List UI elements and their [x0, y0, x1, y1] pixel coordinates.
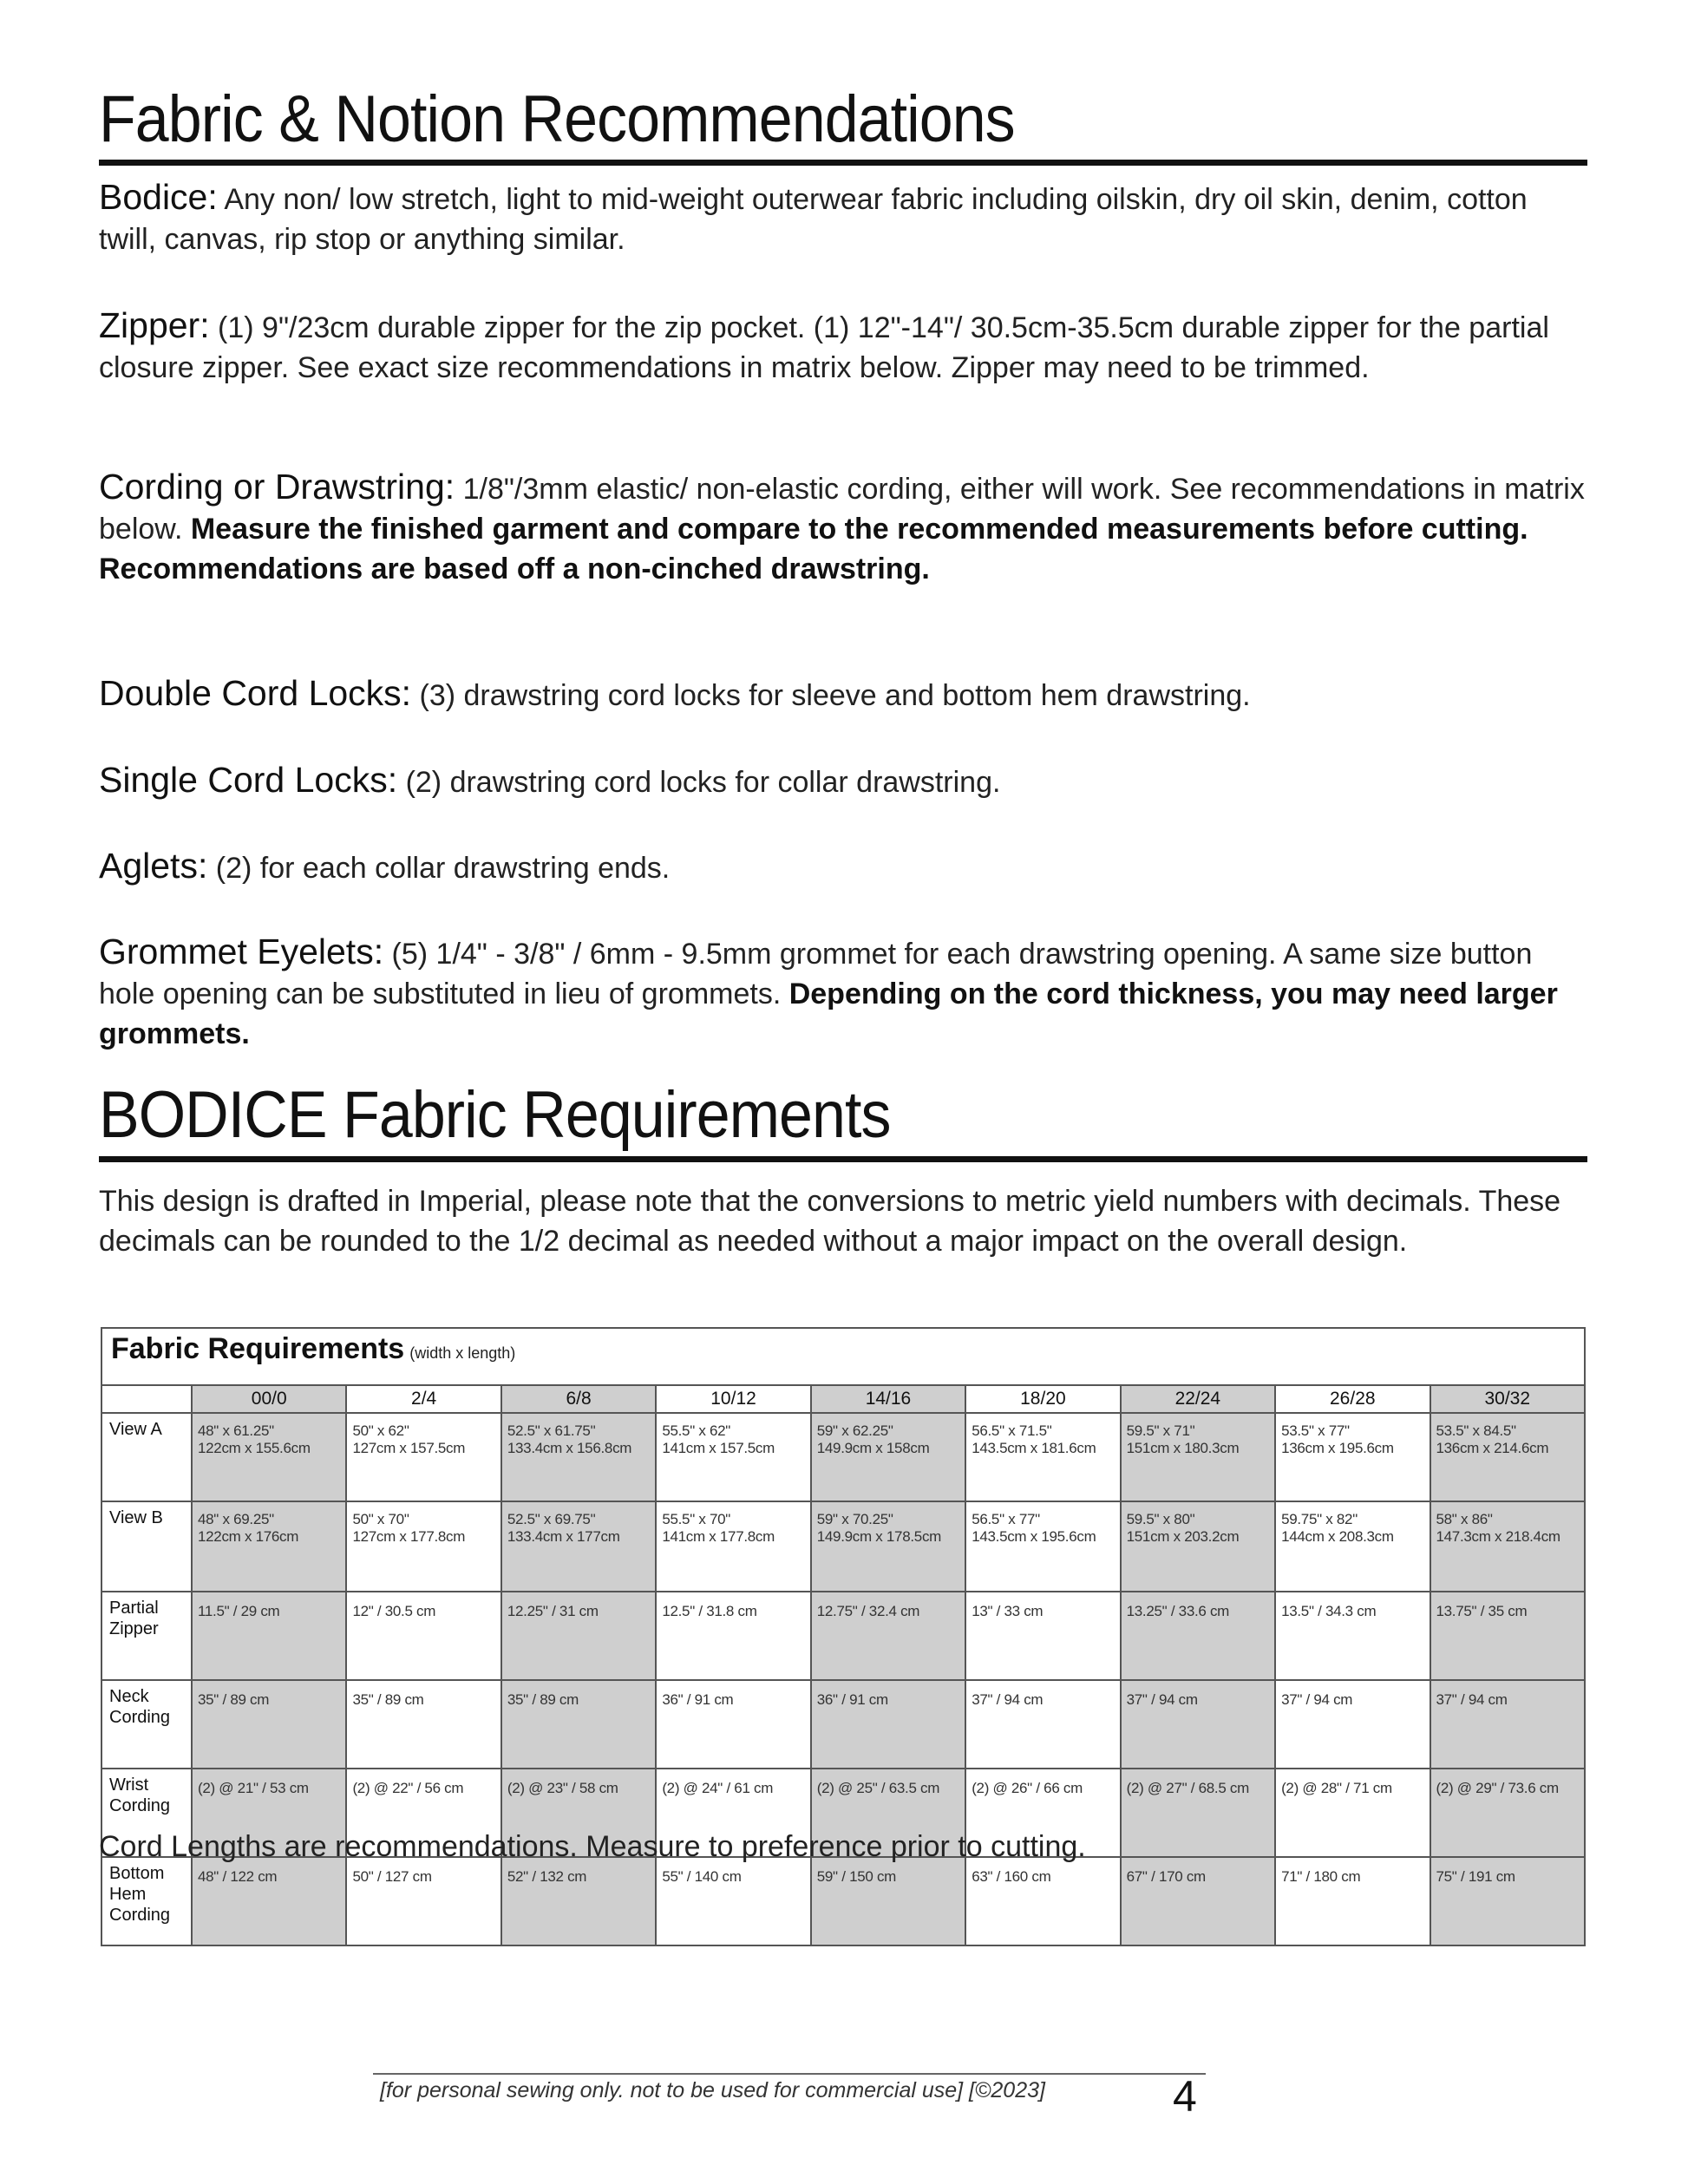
size-column-header: 30/32 [1430, 1385, 1586, 1413]
cell-metric: 133.4cm x 177cm [507, 1528, 620, 1545]
cell-imperial: (2) @ 29" / 73.6 cm [1436, 1780, 1559, 1796]
footer-copyright: [for personal sewing only. not to be used for commercial use] [©2023] [380, 2078, 1045, 2102]
table-cell [192, 1680, 346, 1769]
cell-imperial: 13.75" / 35 cm [1436, 1603, 1528, 1619]
notion-label: Bodice: [99, 177, 218, 217]
cell-metric: 151cm x 203.2cm [1126, 1528, 1240, 1545]
table-cell [346, 1413, 501, 1501]
page-number: 4 [1173, 2072, 1197, 2121]
cell-metric: 147.3cm x 218.4cm [1436, 1528, 1560, 1545]
cell-imperial: 55.5" x 62" [662, 1422, 731, 1439]
cell-imperial: 37" / 94 cm [972, 1691, 1044, 1708]
cell-imperial: (2) @ 21" / 53 cm [198, 1780, 309, 1796]
size-column-header: 6/8 [501, 1385, 656, 1413]
table-cell [1275, 1592, 1430, 1680]
cell-metric: 127cm x 157.5cm [352, 1440, 466, 1456]
notion-warning: Depending on the cord thickness, you may need larger grommets. [99, 978, 1558, 1050]
cell-imperial: 52.5" x 69.75" [507, 1511, 596, 1527]
table-cell [656, 1857, 810, 1945]
cell-imperial: 58" x 86" [1436, 1511, 1493, 1527]
table-cell [346, 1501, 501, 1592]
cell-imperial: 37" / 94 cm [1436, 1691, 1508, 1708]
cell-metric: 151cm x 180.3cm [1126, 1440, 1240, 1456]
cell-imperial: 56.5" x 71.5" [972, 1422, 1052, 1439]
cell-imperial: 53.5" x 84.5" [1436, 1422, 1516, 1439]
notion-text: (2) for each collar drawstring ends. [207, 852, 671, 885]
table-cell [811, 1680, 965, 1769]
table-row [101, 1680, 1585, 1769]
table-cell [192, 1501, 346, 1592]
cell-imperial: 50" x 70" [352, 1511, 409, 1527]
table-row [101, 1592, 1585, 1680]
cell-metric: 127cm x 177.8cm [352, 1528, 466, 1545]
table-cell [965, 1680, 1120, 1769]
row-label: Bottom Hem Cording [101, 1857, 192, 1945]
cell-imperial: 13.5" / 34.3 cm [1281, 1603, 1377, 1619]
cell-imperial: 12" / 30.5 cm [352, 1603, 436, 1619]
cell-imperial: 55.5" x 70" [662, 1511, 731, 1527]
size-column-header: 00/0 [192, 1385, 346, 1413]
table-cell [192, 1857, 346, 1945]
table-cell [501, 1501, 656, 1592]
table-cell [656, 1680, 810, 1769]
cell-metric: 143.5cm x 195.6cm [972, 1528, 1096, 1545]
cell-imperial: 12.25" / 31 cm [507, 1603, 599, 1619]
table-cell [811, 1857, 965, 1945]
cell-imperial: (2) @ 22" / 56 cm [352, 1780, 464, 1796]
cell-imperial: 71" / 180 cm [1281, 1868, 1361, 1885]
notion-text: (3) drawstring cord locks for sleeve and bottom hem drawstring. [411, 679, 1251, 712]
footer-divider [373, 2073, 1206, 2075]
row-label: Wrist Cording [101, 1769, 192, 1857]
cell-imperial: 12.75" / 32.4 cm [816, 1603, 920, 1619]
table-cell [656, 1413, 810, 1501]
size-header-row [101, 1385, 1585, 1413]
table-cell [1121, 1413, 1275, 1501]
cell-imperial: 67" / 170 cm [1126, 1868, 1206, 1885]
table-cell [346, 1857, 501, 1945]
notion-single-cord-locks [99, 760, 1587, 802]
cell-metric: 141cm x 157.5cm [662, 1440, 775, 1456]
cell-metric: 144cm x 208.3cm [1281, 1528, 1394, 1545]
table-cell [1275, 1501, 1430, 1592]
cell-metric: 141cm x 177.8cm [662, 1528, 775, 1545]
cell-imperial: 13" / 33 cm [972, 1603, 1044, 1619]
cell-imperial: 59" / 150 cm [816, 1868, 897, 1885]
notion-grommet-eyelets [99, 932, 1587, 1054]
table-cell [656, 1592, 810, 1680]
cell-imperial: (2) @ 26" / 66 cm [972, 1780, 1083, 1796]
cell-imperial: 36" / 91 cm [816, 1691, 888, 1708]
cell-metric: 136cm x 195.6cm [1281, 1440, 1394, 1456]
cell-imperial: 59" x 62.25" [816, 1422, 893, 1439]
notion-cording [99, 467, 1587, 589]
table-cell [501, 1413, 656, 1501]
cell-metric: 122cm x 155.6cm [198, 1440, 311, 1456]
cell-imperial: 56.5" x 77" [972, 1511, 1040, 1527]
cell-imperial: (2) @ 28" / 71 cm [1281, 1780, 1392, 1796]
notion-label: Zipper: [99, 305, 210, 345]
notion-double-cord-locks [99, 673, 1587, 716]
table-cell [1430, 1857, 1586, 1945]
cell-imperial: (2) @ 23" / 58 cm [507, 1780, 618, 1796]
cell-imperial: 59.75" x 82" [1281, 1511, 1358, 1527]
cell-imperial: 50" x 62" [352, 1422, 409, 1439]
size-column-header: 14/16 [811, 1385, 965, 1413]
row-label: View B [101, 1501, 192, 1592]
table-caption-title: Fabric Requirements [111, 1332, 405, 1365]
notion-text: Any non/ low stretch, light to mid-weight outerwear fabric including oilskin, dry oil skin, denim, cotton twill, canvas, rip stop or anything similar. [99, 183, 1528, 256]
cell-imperial: 75" / 191 cm [1436, 1868, 1515, 1885]
table-cell [346, 1680, 501, 1769]
table-cell [501, 1680, 656, 1769]
cell-metric: 133.4cm x 156.8cm [507, 1440, 632, 1456]
cell-imperial: 36" / 91 cm [662, 1691, 734, 1708]
cell-imperial: 59.5" x 71" [1126, 1422, 1195, 1439]
table-cell [965, 1501, 1120, 1592]
table-cell [965, 1592, 1120, 1680]
section-divider [99, 160, 1587, 166]
table-cell [965, 1413, 1120, 1501]
notion-label: Double Cord Locks: [99, 673, 412, 713]
row-label: View A [101, 1413, 192, 1501]
table-cell [1430, 1680, 1586, 1769]
cord-length-note: Cord Lengths are recommendations. Measure to preference prior to cutting. [99, 1830, 1086, 1863]
cell-imperial: 52.5" x 61.75" [507, 1422, 596, 1439]
cell-metric: 149.9cm x 178.5cm [816, 1528, 942, 1545]
section-divider [99, 1156, 1587, 1162]
table-cell [1121, 1501, 1275, 1592]
notion-aglets [99, 846, 1587, 888]
notion-label: Single Cord Locks: [99, 760, 398, 800]
table-cell [1430, 1501, 1586, 1592]
table-cell [501, 1592, 656, 1680]
cell-imperial: 37" / 94 cm [1126, 1691, 1198, 1708]
table-row [101, 1857, 1585, 1945]
table-cell [346, 1592, 501, 1680]
table-cell [1275, 1413, 1430, 1501]
cell-imperial: 63" / 160 cm [972, 1868, 1051, 1885]
cell-metric: 122cm x 176cm [198, 1528, 299, 1545]
size-column-header: 26/28 [1275, 1385, 1430, 1413]
cell-imperial: 48" / 122 cm [198, 1868, 278, 1885]
cell-imperial: (2) @ 27" / 68.5 cm [1126, 1780, 1249, 1796]
table-cell [1121, 1592, 1275, 1680]
cell-imperial: (2) @ 24" / 61 cm [662, 1780, 774, 1796]
table-cell [811, 1501, 965, 1592]
table-row [101, 1413, 1585, 1501]
cell-imperial: 12.5" / 31.8 cm [662, 1603, 757, 1619]
cell-imperial: 48" x 61.25" [198, 1422, 274, 1439]
table-cell [1121, 1680, 1275, 1769]
cell-imperial: 59" x 70.25" [816, 1511, 893, 1527]
table-cell [501, 1857, 656, 1945]
cell-metric: 136cm x 214.6cm [1436, 1440, 1549, 1456]
size-column-header: 2/4 [346, 1385, 501, 1413]
cell-metric: 149.9cm x 158cm [816, 1440, 930, 1456]
table-cell [656, 1501, 810, 1592]
fabric-section-title: BODICE Fabric Requirements [99, 1078, 891, 1152]
notion-zipper [99, 305, 1587, 388]
table-caption-subtitle: (width x length) [409, 1344, 516, 1362]
notion-text: (2) drawstring cord locks for collar drawstring. [397, 766, 1001, 799]
cell-imperial: 48" x 69.25" [198, 1511, 274, 1527]
notion-label: Grommet Eyelets: [99, 932, 384, 971]
notion-text: (1) 9"/23cm durable zipper for the zip pocket. (1) 12"-14"/ 30.5cm-35.5cm durable zipper for the partial closure zipper. See exact size recommendations in matrix below. Zipper may need to be trimmed. [99, 311, 1549, 384]
cell-imperial: 13.25" / 33.6 cm [1126, 1603, 1230, 1619]
size-column-header: 10/12 [656, 1385, 810, 1413]
cell-imperial: 59.5" x 80" [1126, 1511, 1195, 1527]
corner-cell [101, 1385, 192, 1413]
table-cell [1121, 1857, 1275, 1945]
notion-label: Cording or Drawstring: [99, 467, 455, 507]
table-cell [811, 1413, 965, 1501]
cell-imperial: 37" / 94 cm [1281, 1691, 1353, 1708]
notion-warning: Measure the finished garment and compare to the recommended measurements before cutting. Recommendations are based off a non-cinched drawstring. [99, 513, 1528, 585]
size-column-header: 22/24 [1121, 1385, 1275, 1413]
table-cell [1275, 1680, 1430, 1769]
cell-metric: 143.5cm x 181.6cm [972, 1440, 1096, 1456]
cell-imperial: 53.5" x 77" [1281, 1422, 1350, 1439]
table-cell [1275, 1857, 1430, 1945]
notions-section-title: Fabric & Notion Recommendations [99, 82, 1015, 156]
table-row [101, 1501, 1585, 1592]
cell-imperial: 11.5" / 29 cm [198, 1603, 280, 1619]
intro-paragraph: This design is drafted in Imperial, please note that the conversions to metric yield numbers with decimals. These decimals can be rounded to the 1/2 decimal as needed without a major impact on the overall design. [99, 1185, 1561, 1258]
cell-imperial: 50" / 127 cm [352, 1868, 432, 1885]
notion-text: 1/8"/3mm elastic/ non-elastic cording, either will work. See recommendations in matrix below. [99, 473, 1585, 546]
size-column-header: 18/20 [965, 1385, 1120, 1413]
cell-imperial: 35" / 89 cm [507, 1691, 579, 1708]
row-label: Neck Cording [101, 1680, 192, 1769]
table-cell [192, 1592, 346, 1680]
table-cell [965, 1857, 1120, 1945]
row-label: Partial Zipper [101, 1592, 192, 1680]
notion-label: Aglets: [99, 846, 208, 886]
table-cell [192, 1413, 346, 1501]
table-cell [811, 1592, 965, 1680]
table-cell [1430, 1592, 1586, 1680]
cell-imperial: 35" / 89 cm [198, 1691, 270, 1708]
table-caption [101, 1328, 1585, 1385]
notion-bodice [99, 177, 1587, 259]
table-cell [1430, 1413, 1586, 1501]
cell-imperial: (2) @ 25" / 63.5 cm [816, 1780, 940, 1796]
notion-text: (5) 1/4" - 3/8" / 6mm - 9.5mm grommet for each drawstring opening. A same size button hole opening can be substituted in lieu of grommets. [99, 938, 1533, 1010]
cell-imperial: 52" / 132 cm [507, 1868, 587, 1885]
cell-imperial: 35" / 89 cm [352, 1691, 424, 1708]
cell-imperial: 55" / 140 cm [662, 1868, 742, 1885]
